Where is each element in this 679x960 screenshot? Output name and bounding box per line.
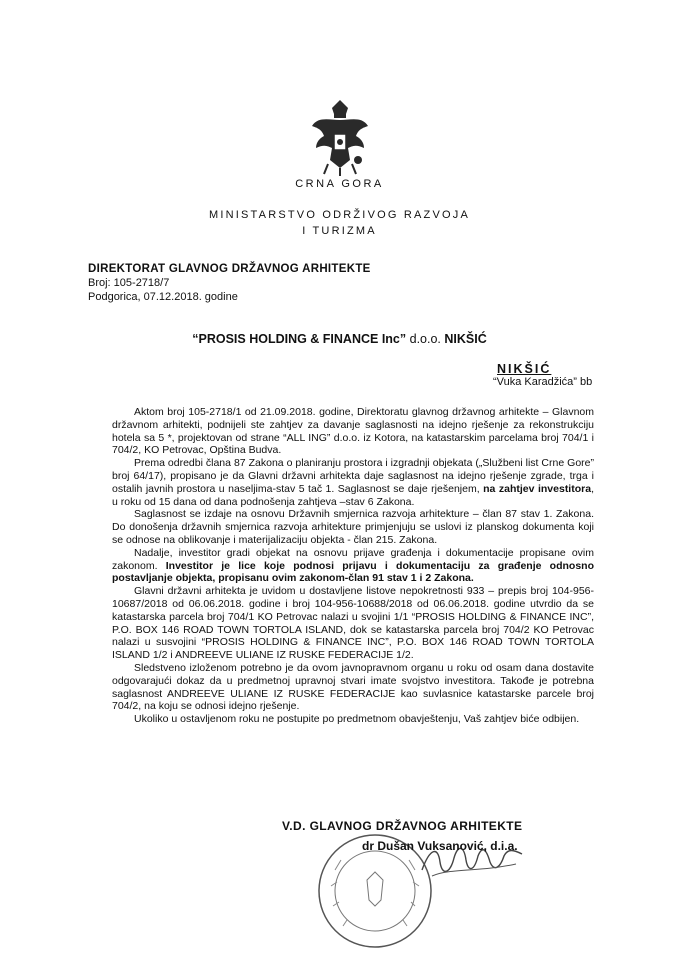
ministry-line-2: I TURIZMA [302,225,377,237]
paragraph-2-bold: na zahtjev investitora [483,482,592,495]
recipient-street: “Vuka Karadžića” bb [493,376,593,388]
paragraph-5: Glavni državni arhitekta je uvidom u dostavljene listove nepokretnosti 933 – prepis broj 104-956-10687/2018 od 06.06.2018. godine i broj 104-956-10688/2018 od 06.06.2018. godine utvrdio da se katastarska parcela broj 704/1 KO Petrovac nalazi u svojini 1/1 “PROSIS HOLDING & FINANCE INC”, P.O. BOX 146 ROAD TOWN TORTOLA ISLAND, dok se katastarska parcela broj 704/2 KO Petrovac nalazi u susvojini “PROSIS HOLDING & FINANCE INC”, P.O. BOX 146 ROAD TOWN TORTOLA ISLAND 1/2 i ANDREEVE ULIANE IZ RUSKE FEDERACIJE 1/2. [112,585,594,662]
paragraph-2-text: Prema odredbi člana 87 Zakona o planiranju prostora i izgradnji objekata („Službeni list Crne Gore” broj 64/17), propisano je da Glavni državni arhitekta daje saglasnost na idejno rješenje zgrade, trga i ostalih javnih prostora u naseljima-stav 5 tač 1. Saglasnost se daje rješenjem, [112,457,594,495]
paragraph-3: Saglasnost se izdaje na osnovu Državnih smjernica razvoja arhitekture – član 87 stav 1. Zakona. Do donošenja državnih smjernica razvoja arhitekture primjenjuju se uslovi iz planskog dokumenta koji se odnose na oblikovanje i materijalizaciju objekta - član 215. Zakona. [112,508,594,546]
signature-name: dr Dušan Vuksanović, d.i.a. [362,839,518,853]
recipient-company-name: “PROSIS HOLDING & FINANCE Inc” [192,332,407,346]
paragraph-1: Aktom broj 105-2718/1 od 21.09.2018. godine, Direktoratu glavnog državnog arhitekte – Glavnom državnom arhitekti, podnijeli ste zahtjev za davanje saglasnosti na idejno rješenje za rekonstrukciju hotela sa 5 *, projektovan od strane “ALL ING” d.o.o. iz Kotora, na katastarskim parcelama broj 704/1 i 704/2, KO Petrovac, Opština Budva. [112,406,594,457]
signature-title: V.D. GLAVNOG DRŽAVNOG ARHITEKTE [282,819,523,833]
recipient-company-suffix: d.o.o. [409,332,441,346]
paragraph-2 [112,457,594,508]
place-date: Podgorica, 07.12.2018. godine [88,291,238,303]
paragraph-6: Sledstveno izloženom potrebno je da ovom javnopravnom organu u roku od osam dana dostavite odgovarajući dokaz da u predmetnoj upravnoj stvari imate svojstvo investitora. Takođe je potrebna saglasnost ANDREEVE ULIANE IZ RUSKE FEDERACIJE kao suvlasnice katastarske parcele broj 704/2, na koju se odnosi idejno rješenje. [112,661,594,713]
recipient-city: NIKŠIĆ [497,362,552,376]
coat-of-arms-icon [310,98,370,176]
country-name: CRNA GORA [295,178,384,190]
directorate-block [88,262,371,304]
ministry-line-1: MINISTARSTVO ODRŽIVOG RAZVOJA [209,209,470,221]
paragraph-4-text: Nadalje, investitor gradi objekat na osnovu prijave građenja i dokumentacije propisane ovim zakonom. [112,546,594,572]
paragraph-4-bold: Investitor je lice koje podnosi prijavu i dokumentaciju za građenje odnosno postavljanje objekta, propisanu ovim zakonom-član 91 stav 1 i 2 Zakona. [112,559,595,585]
ministry-name [0,207,679,239]
recipient-company [0,332,679,346]
paragraph-4 [112,547,594,585]
paragraph-2-tail: , u roku od 15 dana od dana podnošenja zahtjeva –stav 6 Zakona. [112,482,594,508]
reference-number: Broj: 105-2718/7 [88,277,170,289]
letter-body [112,406,594,726]
paragraph-7: Ukoliko u ostavljenom roku ne postupite po predmetnom obavještenju, Vaš zahtjev biće odbijen. [134,713,580,726]
recipient-company-city: NIKŠIĆ [444,332,487,346]
directorate-title: DIREKTORAT GLAVNOG DRŽAVNOG ARHITEKTE [88,263,371,275]
